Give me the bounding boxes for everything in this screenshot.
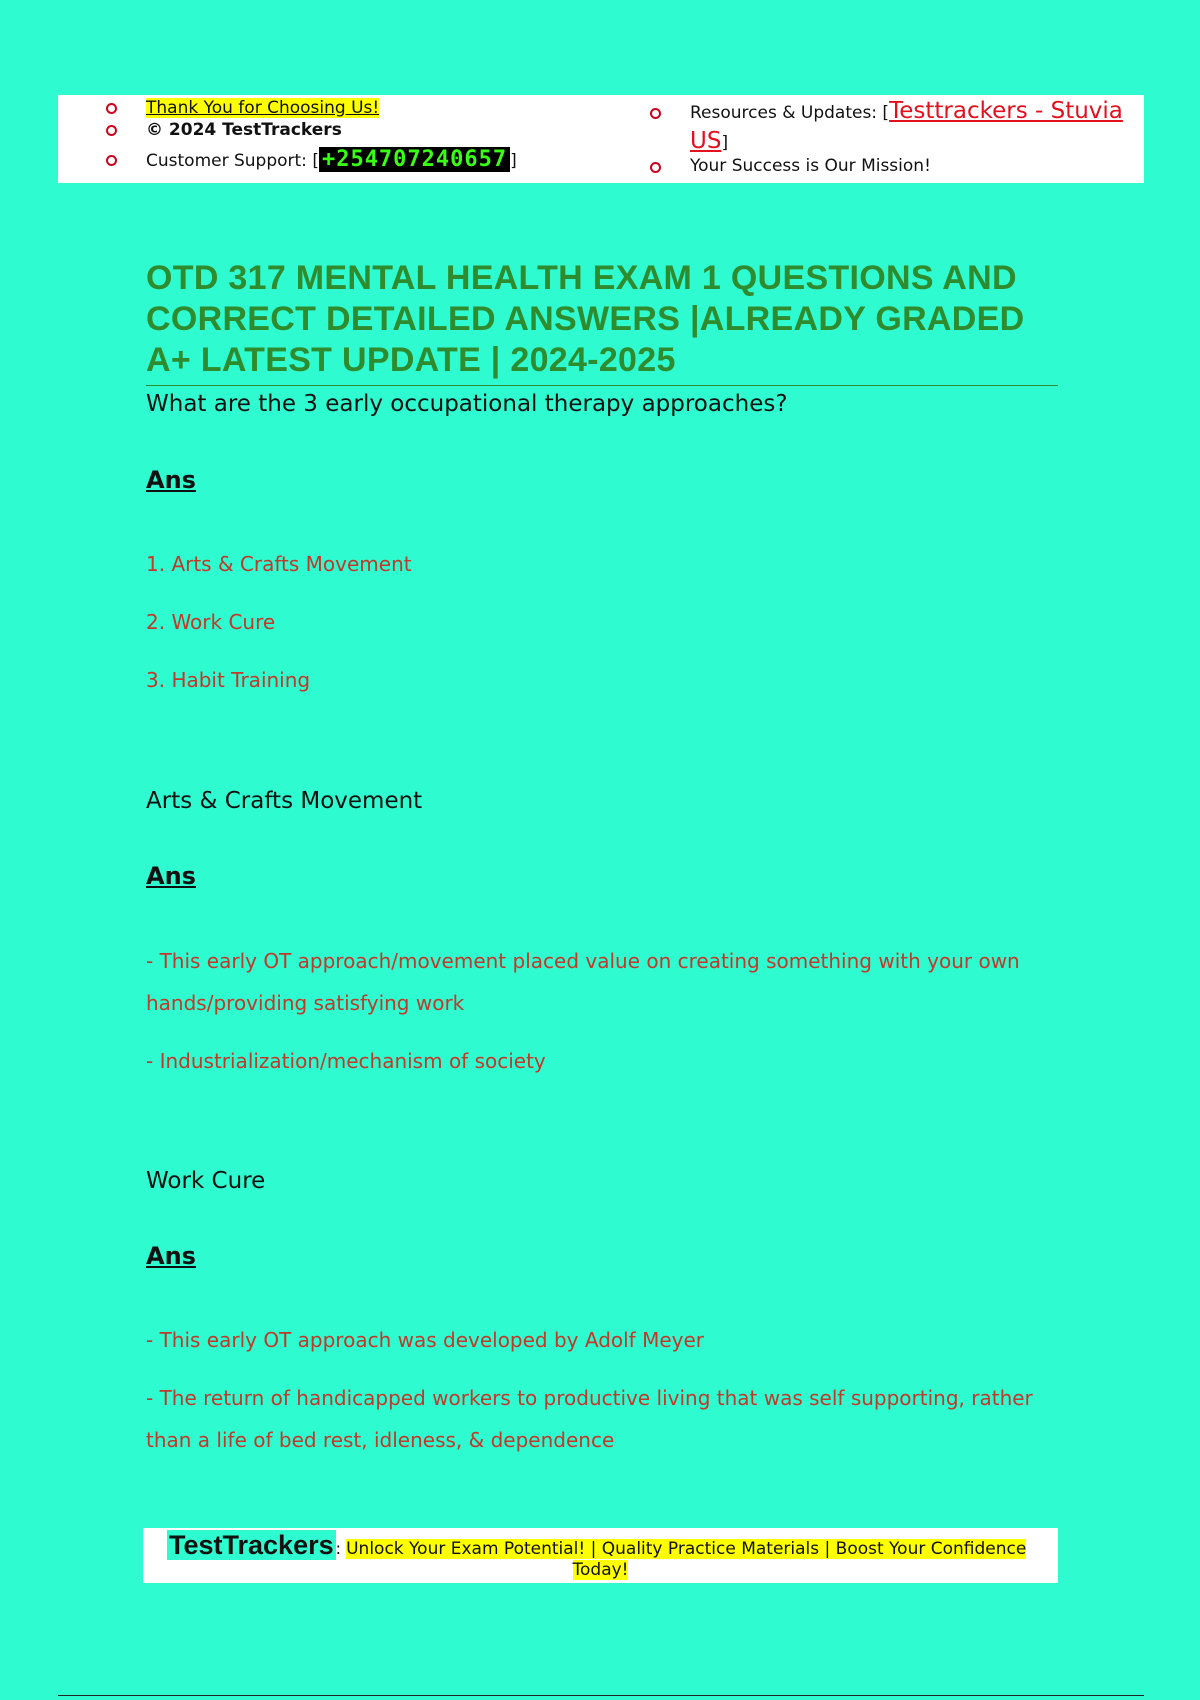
circle-bullet-icon — [650, 108, 661, 119]
ans-label-3: Ans — [146, 1242, 196, 1270]
answer-2-2: - Industrialization/mechanism of society — [146, 1049, 546, 1073]
question-1: What are the 3 early occupational therapy approaches? — [146, 391, 788, 417]
question-2: Arts & Crafts Movement — [146, 788, 423, 814]
circle-bullet-icon — [106, 125, 117, 136]
header-left-list — [106, 97, 517, 177]
header-banner — [58, 95, 1144, 183]
support-phone[interactable]: +254707240657 — [319, 147, 510, 172]
header-item-thanks — [106, 97, 517, 119]
document-body — [146, 258, 1058, 1452]
support-label: Customer Support: [ — [146, 151, 319, 171]
footer-separator: : — [335, 1539, 342, 1558]
page-bottom-divider — [58, 1695, 1144, 1696]
header-item-resources — [650, 97, 1130, 155]
header-item-support — [106, 143, 517, 177]
answer-1-2: 2. Work Cure — [146, 610, 276, 634]
footer-tagline-1: Unlock Your Exam Potential! | Quality Practice Materials | Boost Your Confidence — [346, 1539, 1027, 1559]
support-close: ] — [510, 151, 517, 171]
circle-bullet-icon — [106, 103, 117, 114]
resources-label: Resources & Updates: [ — [690, 103, 890, 123]
mission-text: Your Success is Our Mission! — [690, 156, 931, 176]
header-item-copyright — [106, 119, 517, 141]
document-title: OTD 317 MENTAL HEALTH EXAM 1 QUESTIONS AND CORRECT DETAILED ANSWERS |ALREADY GRADED A+ LATEST UPDATE | 2024-2025 — [146, 258, 1058, 386]
resources-link[interactable]: Testtrackers - Stuvia US — [690, 98, 1123, 154]
thanks-text: Thank You for Choosing Us! — [146, 98, 380, 118]
header-right-list — [650, 97, 1130, 177]
ans-label-2: Ans — [146, 862, 196, 890]
answer-2-1: - This early OT approach/movement placed value on creating something with your own hands/providing satisfying work — [146, 949, 1020, 1015]
answer-3-2: - The return of handicapped workers to productive living that was self supporting, rather than a life of bed rest, idleness, & dependence — [146, 1386, 1033, 1452]
footer-tagline-2: Today! — [572, 1560, 629, 1580]
answer-3-1: - This early OT approach was developed by Adolf Meyer — [146, 1328, 705, 1352]
footer-line-2 — [143, 1560, 1058, 1580]
footer-brand: TestTrackers — [169, 1530, 334, 1560]
ans-label-1: Ans — [146, 466, 196, 494]
footer-banner — [143, 1528, 1058, 1583]
footer-line-1 — [167, 1530, 1026, 1561]
resources-close: ] — [721, 133, 729, 153]
answer-1-3: 3. Habit Training — [146, 668, 311, 692]
circle-bullet-icon — [106, 155, 117, 166]
circle-bullet-icon — [650, 162, 661, 173]
question-3: Work Cure — [146, 1168, 266, 1194]
copyright-text: © 2024 TestTrackers — [146, 120, 342, 140]
header-item-mission — [650, 155, 1130, 177]
answer-1-1: 1. Arts & Crafts Movement — [146, 552, 412, 576]
